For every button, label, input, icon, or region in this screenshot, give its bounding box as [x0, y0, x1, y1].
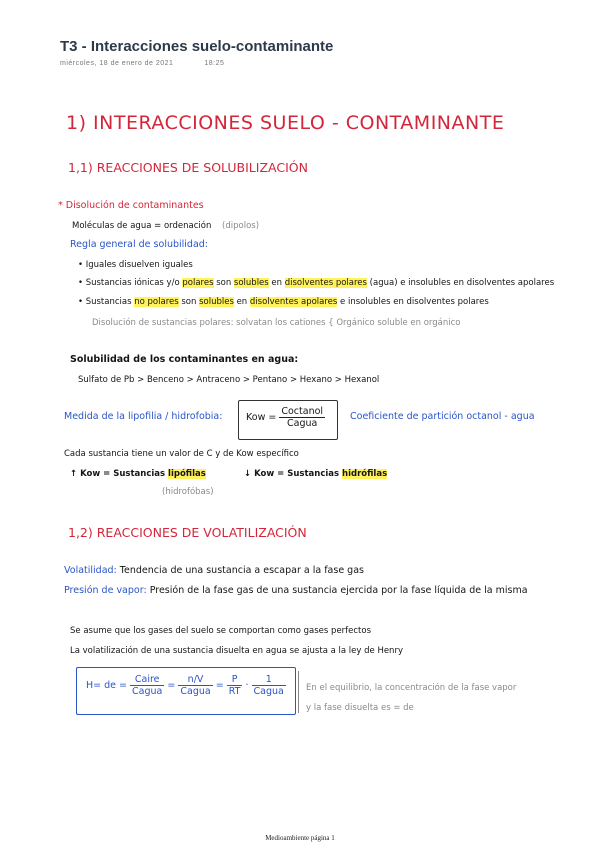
kow-numerator: Coctanol	[281, 406, 324, 417]
rule-item-2-pre: • Sustancias	[78, 297, 135, 307]
kow-fraction	[279, 406, 325, 429]
henry-f3-den: RT	[228, 686, 241, 697]
rule-item-1	[78, 278, 554, 288]
equilibrium-line-1: En el equilibrio, la concentración de la fase vapor	[306, 683, 517, 693]
rule-item-2-post: e insolubles en disolventes polares	[337, 297, 489, 307]
rule-item-1-hl1: polares	[182, 278, 214, 288]
henry-fraction-3	[227, 674, 243, 697]
lipophilia-label: Medida de la lipofilia / hidrofobia:	[64, 411, 223, 422]
rule-item-2-mid1: son	[178, 297, 200, 307]
henry-f3-num: P	[227, 674, 243, 686]
kow-high-line	[70, 469, 206, 479]
henry-eq-2: =	[215, 680, 224, 691]
vapor-pressure-text: Presión de la fase gas de una sustancia ejercida por la fase líquida de la misma	[149, 585, 528, 596]
rule-item-2	[78, 297, 489, 307]
page-footer: Medioambiente página 1	[265, 834, 335, 842]
henry-f2-num: n/V	[178, 674, 212, 686]
water-dipoles-text: (dipolos)	[222, 221, 260, 231]
kow-note: Cada sustancia tiene un valor de C y de Kow específico	[64, 449, 299, 459]
rule-item-1-hl3: disolventes polares	[284, 278, 367, 288]
volatility-text: Tendencia de una sustancia a escapar a la fase gas	[119, 565, 364, 576]
assumption-line-2: La volatilización de una sustancia disuelta en agua se ajusta a la ley de Henry	[70, 646, 403, 656]
rule-item-2-hl3: disolventes apolares	[249, 297, 338, 307]
henry-lhs: H= de =	[86, 680, 127, 691]
henry-f1-den: Cagua	[132, 686, 163, 697]
rule-title: Regla general de solubilidad:	[70, 239, 209, 250]
equilibrium-line-2: y la fase disuelta es = de	[306, 703, 414, 713]
henry-eq-1: =	[167, 680, 176, 691]
vapor-pressure-line	[64, 585, 528, 596]
rule-item-1-post: (agua) e insolubles en disolventes apolares	[366, 278, 555, 288]
henry-divider	[298, 671, 299, 713]
henry-formula	[86, 674, 286, 697]
henry-f2-den: Cagua	[180, 686, 211, 697]
kow-low-highlight: hidrófilas	[342, 469, 388, 479]
kow-low-line	[244, 469, 387, 479]
kow-high-pre: ↑ Kow = Sustancias	[70, 469, 169, 479]
rule-item-2-hl2: solubles	[199, 297, 234, 307]
water-molecules-line	[72, 221, 259, 231]
henry-f4-den: Cagua	[253, 686, 284, 697]
page-title: T3 - Interacciones suelo-contaminante	[60, 38, 334, 55]
polar-dissolution-note: Disolución de sustancias polares: solvatan los cationes { Orgánico soluble en orgánico	[92, 318, 461, 328]
henry-fraction-1	[130, 674, 164, 697]
rule-item-1-hl2: solubles	[233, 278, 269, 288]
kow-formula	[246, 406, 325, 429]
henry-f1-num: Caire	[130, 674, 164, 686]
kow-low-pre: ↓ Kow = Sustancias	[244, 469, 343, 479]
solubility-title: Solubilidad de los contaminantes en agua:	[70, 354, 299, 365]
henry-f4-num: 1	[252, 674, 286, 686]
rule-item-1-pre: • Sustancias iónicas y/o	[78, 278, 183, 288]
assumption-line-1: Se asume que los gases del suelo se comportan como gases perfectos	[70, 626, 372, 636]
dissolution-subheading: * Disolución de contaminantes	[58, 200, 204, 211]
water-molecules-text: Moléculas de agua = ordenación	[72, 221, 212, 231]
rule-item-2-mid2: en	[233, 297, 250, 307]
rule-item-1-mid2: en	[268, 278, 285, 288]
time-text: 18:25	[204, 60, 225, 67]
vapor-pressure-label: Presión de vapor:	[64, 585, 147, 596]
rule-item-0	[78, 260, 193, 270]
volatility-label: Volatilidad:	[64, 565, 117, 576]
kow-lhs: Kow =	[246, 412, 277, 423]
date-text: miércoles, 18 de enero de 2021	[60, 60, 174, 67]
kow-high-highlight: lipófilas	[168, 469, 206, 479]
henry-dot: ·	[245, 680, 249, 691]
henry-fraction-4	[252, 674, 286, 697]
rule-item-1-mid1: son	[213, 278, 234, 288]
section2-heading: 1,2) REACCIONES DE VOLATILIZACIÓN	[68, 525, 307, 540]
volatility-line	[64, 565, 364, 576]
main-heading: 1) INTERACCIONES SUELO - CONTAMINANTE	[66, 112, 505, 134]
solubility-order: Sulfato de Pb > Benceno > Antraceno > Pentano > Hexano > Hexanol	[78, 375, 380, 385]
henry-fraction-2	[178, 674, 212, 697]
kow-denominator: Cagua	[287, 418, 318, 429]
hydrophobic-note: (hidrofóbas)	[162, 487, 214, 497]
rule-item-2-hl1: no polares	[134, 297, 179, 307]
kow-description: Coeficiente de partición octanol - agua	[350, 411, 535, 422]
section1-heading: 1,1) REACCIONES DE SOLUBILIZACIÓN	[68, 160, 308, 175]
rule-item-0-text: • Iguales disuelven iguales	[78, 260, 193, 270]
page-date	[60, 60, 224, 67]
